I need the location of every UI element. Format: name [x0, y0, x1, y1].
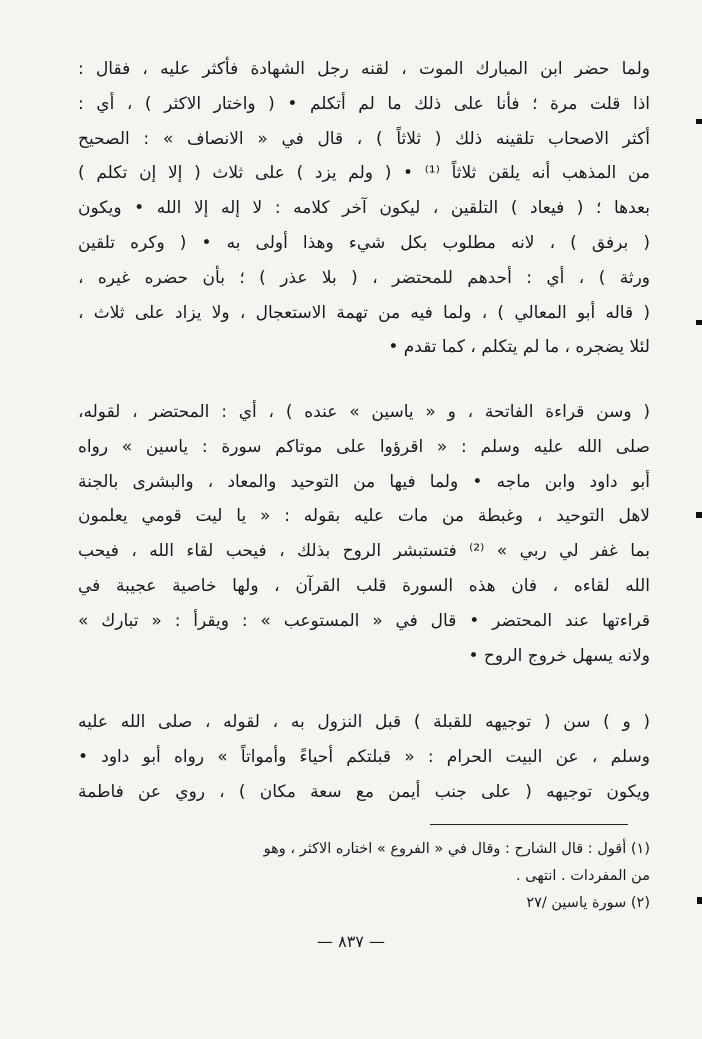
- text-line: ( برفق ) ، لانه مطلوب بكل شيء وهذا أولى به • ( وكره تلقين: [78, 232, 650, 253]
- text-line: لئلا يضجره ، ما لم يتكلم ، كما تقدم •: [388, 337, 650, 358]
- page-edge-mark: [696, 119, 702, 124]
- paragraph-tawjih: [78, 705, 650, 809]
- text-line: اذا قلت مرة ؛ فأنا على ذلك ما لم أتكلم • ( واختار الاكثر ) ، أي :: [78, 93, 650, 114]
- text-line: ويكون توجيهه ( على جنب أيمن مع سعة مكان ) ، روي عن فاطمة: [78, 781, 650, 802]
- paragraph-qiraa: [78, 395, 650, 673]
- text-line: ولما حضر ابن المبارك الموت ، لقنه رجل الشهادة فأكثر عليه ، فقال :: [78, 59, 650, 79]
- page-edge-mark: [696, 512, 702, 518]
- text-line: وسلم ، عن البيت الحرام : « قبلتكم أحياءً وأمواتاً » رواه أبو داود •: [78, 746, 650, 767]
- text-line: ورثة ) ، أي : أحدهم للمحتضر ، ( بلا عذر ) ؛ بأن حضره غيره ،: [78, 267, 650, 288]
- footnote-line: من المفردات . انتهى .: [516, 868, 650, 884]
- paragraph-talqin: [78, 52, 650, 365]
- page-number: — ٨٣٧ —: [317, 932, 385, 951]
- text-line: أبو داود وابن ماجه • ولما فيها من التوحيد والمعاد ، والبشرى بالجنة: [78, 471, 650, 492]
- text-line: ( قاله أبو المعالي ) ، ولما فيه من تهمة الاستعجال ، ولا يزاد على ثلاث ،: [78, 302, 650, 323]
- text-line: صلى الله عليه وسلم : « اقرؤوا على موتاكم سورة : ياسين » رواه: [78, 436, 650, 457]
- text-line: لاهل التوحيد ، وغبطة من مات عليه بقوله : « يا ليت قومي يعلمون: [78, 506, 650, 527]
- text-line: أكثر الاصحاب تلقينه ذلك ( ثلاثاً ) ، قال في « الانصاف » : الصحيح: [78, 128, 650, 149]
- text-line: من المذهب أنه يلقن ثلاثاً ⁽¹⁾ • ( ولم يزد ) على ثلاث ( إلا إن تكلم ): [78, 163, 650, 184]
- text-line: قراءتها عند المحتضر • قال في « المستوعب » : ويقرأ : « تبارك »: [78, 610, 650, 631]
- text-line: ( و ) سن ( توجيهه للقبلة ) قبل النزول به ، لقوله ، صلى الله عليه: [78, 712, 650, 732]
- footnote-line: (١) أقول : قال الشارح : وقال في « الفروع » اختاره الاكثر ، وهو: [263, 841, 650, 857]
- text-line: ولانه يسهل خروج الروح •: [468, 645, 650, 666]
- footnotes: [78, 836, 650, 917]
- page-edge-mark: [697, 897, 702, 904]
- footnote-line: (٢) سورة ياسين /٢٧: [526, 895, 650, 911]
- text-line: بما غفر لي ربي » ⁽²⁾ فتستبشر الروح بذلك ، فيحب لقاء الله ، فيحب: [78, 541, 650, 562]
- page-edge-mark: [696, 320, 702, 325]
- text-line: بعدها ؛ ( فيعاد ) التلقين ، ليكون آخر كلامه : لا إله إلا الله • ويكون: [78, 198, 650, 219]
- text-line: الله لقاءه ، فان هذه السورة قلب القرآن ، ولها خاصية عجيبة في: [78, 575, 650, 596]
- footnote-divider: [430, 824, 628, 825]
- text-line: ( وسن قراءة الفاتحة ، و « ياسين » عنده ) ، أي : المحتضر ، لقوله،: [78, 402, 650, 422]
